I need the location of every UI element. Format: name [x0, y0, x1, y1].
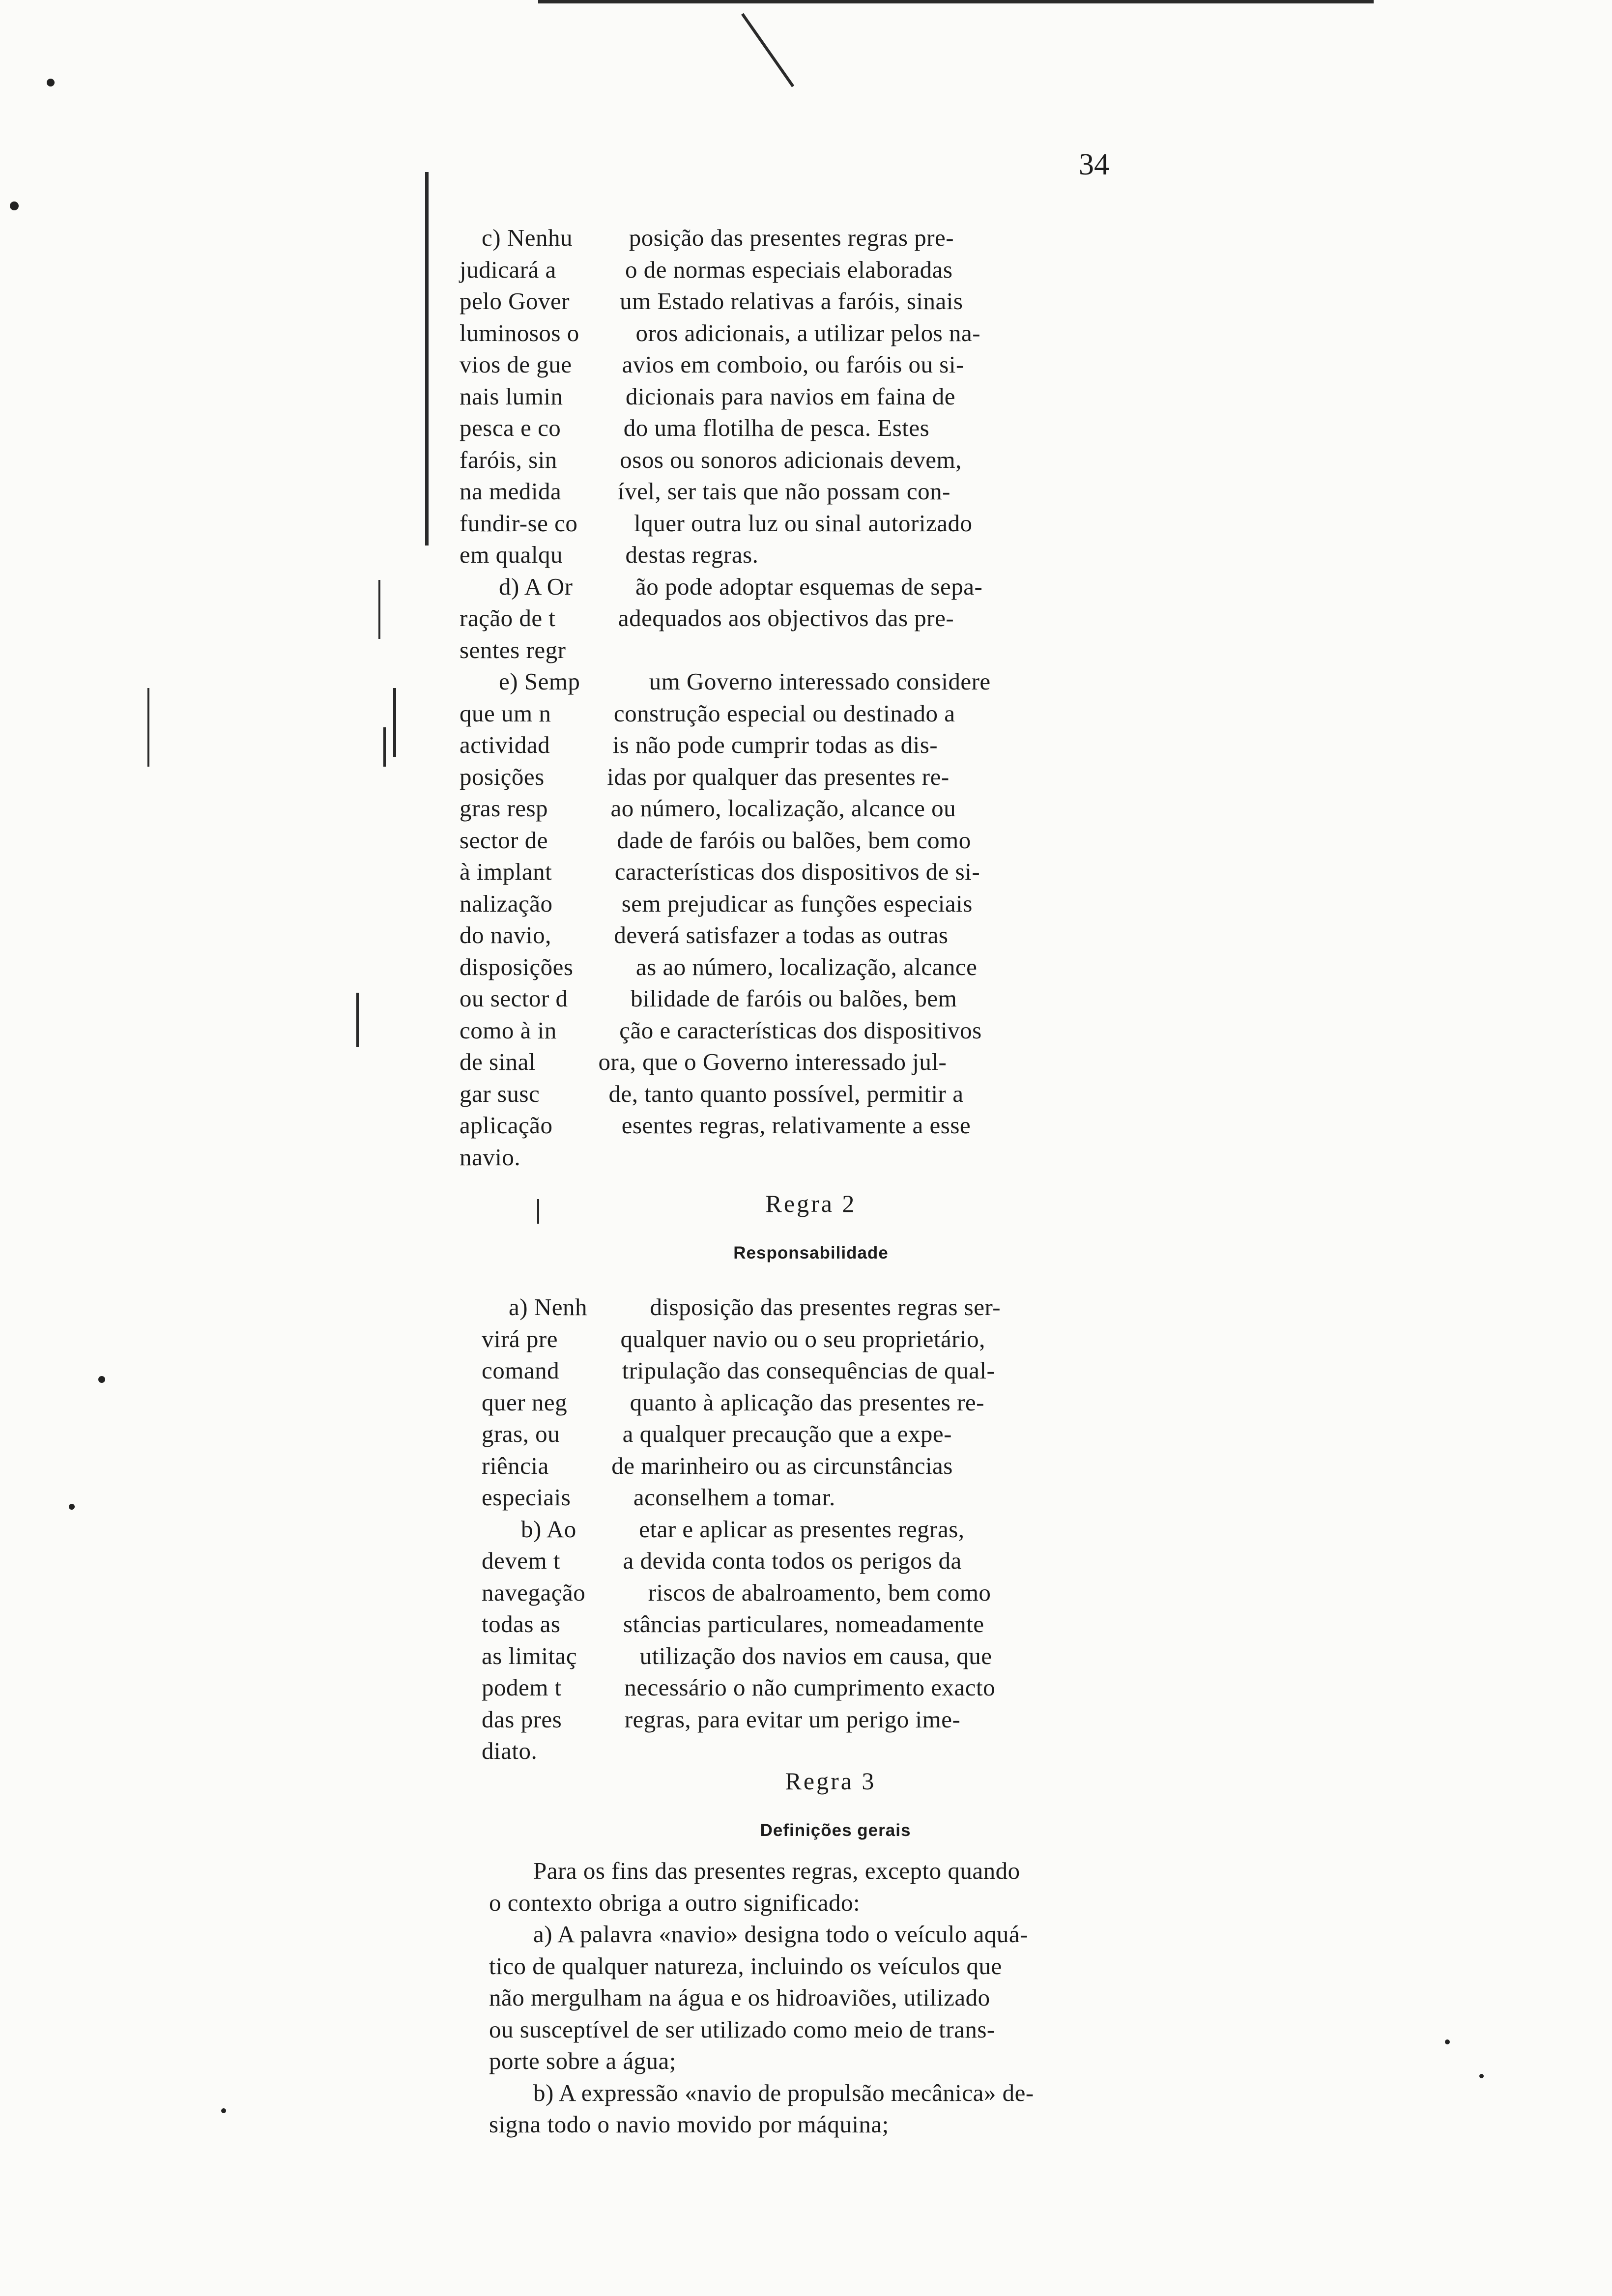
top-edge-line [538, 0, 1374, 3]
text-line: fundir-se co lquer outra luz ou sinal autorizado [460, 509, 973, 537]
margin-bar-left-3 [383, 727, 386, 767]
text-line: podem t necessário o não cumprimento exacto [482, 1674, 996, 1701]
text-line: ração de t adequados aos objectivos das pre- [460, 604, 954, 631]
margin-mark [1445, 2039, 1450, 2044]
text-line: e) Semp um Governo interessado considere [499, 668, 991, 695]
text-line: tico de qualquer natureza, incluindo os veículos que [489, 1952, 1002, 1980]
text-line: na medida ível, ser tais que não possam con- [460, 478, 950, 505]
text-line: vios de gue avios em comboio, ou faróis ou si- [460, 351, 964, 378]
rule3-title: Regra 3 [785, 1767, 876, 1795]
text-line: pesca e co do uma flotilha de pesca. Estes [460, 414, 930, 441]
text-line: aplicação esentes regras, relativamente a esse [460, 1112, 971, 1139]
margin-mark [1479, 2074, 1484, 2078]
text-line: especiais aconselhem a tomar. [482, 1484, 835, 1511]
text-line: c) Nenhu posição das presentes regras pre- [482, 224, 954, 251]
text-line: a) Nenh disposição das presentes regras ser- [509, 1293, 1001, 1320]
margin-bar-left [425, 172, 429, 545]
rule1-continuation [460, 222, 1148, 1173]
text-line: porte sobre a água; [489, 2047, 676, 2074]
text-line: gras, ou a qualquer precaução que a expe- [482, 1420, 952, 1447]
text-line: como à in ção e características dos dispositivos [460, 1016, 982, 1044]
margin-bar-left-7 [537, 1199, 539, 1224]
text-line: do navio, deverá satisfazer a todas as outras [460, 921, 949, 948]
text-line: não mergulham na água e os hidroaviões, utilizado [489, 1984, 990, 2011]
text-line: navio. [460, 1143, 521, 1171]
text-line: nais lumin dicionais para navios em faina de [460, 382, 955, 410]
text-line: disposições as ao número, localização, alcance [460, 953, 978, 980]
text-line: riência de marinheiro ou as circunstâncias [482, 1452, 953, 1479]
rule2-title: Regra 2 [765, 1190, 857, 1217]
margin-bar-left-5 [147, 688, 149, 767]
rule2-body [482, 1292, 1170, 1767]
text-line: todas as stâncias particulares, nomeadamente [482, 1610, 984, 1637]
margin-mark [221, 2108, 226, 2113]
text-line: em qualqu destas regras. [460, 541, 759, 568]
text-line: diato. [482, 1737, 538, 1764]
text-line: ou susceptível de ser utilizado como meio de trans- [489, 2015, 995, 2043]
text-line: faróis, sin osos ou sonoros adicionais devem, [460, 446, 962, 473]
text-line: navegação riscos de abalroamento, bem como [482, 1578, 991, 1606]
rule2-subtitle: Responsabilidade [733, 1243, 889, 1263]
text-line: signa todo o navio movido por máquina; [489, 2111, 889, 2138]
text-line: que um n construção especial ou destinado a [460, 699, 955, 727]
text-line: judicará a o de normas especiais elaboradas [460, 256, 953, 283]
text-line: as limitaç utilização dos navios em causa, que [482, 1642, 992, 1669]
rule3-subtitle: Definições gerais [760, 1821, 911, 1840]
text-line: b) A expressão «navio de propulsão mecânica» de- [533, 2079, 1034, 2106]
text-line: de sinal ora, que o Governo interessado jul- [460, 1048, 947, 1075]
margin-stroke [741, 13, 794, 87]
text-line: gras resp ao número, localização, alcance ou [460, 795, 956, 822]
text-line: sentes regr [460, 636, 566, 663]
margin-bar-left-6 [378, 580, 380, 639]
text-line: nalização sem prejudicar as funções especiais [460, 890, 973, 917]
text-line: o contexto obriga a outro significado: [489, 1889, 861, 1916]
text-line: comand tripulação das consequências de qual- [482, 1357, 995, 1384]
margin-mark [69, 1504, 75, 1510]
text-line: a) A palavra «navio» designa todo o veículo aquá- [533, 1921, 1028, 1948]
text-line: luminosos o oros adicionais, a utilizar pelos na- [460, 319, 981, 346]
text-line: b) Ao etar e aplicar as presentes regras, [521, 1515, 965, 1543]
text-line: posições idas por qualquer das presentes re- [460, 763, 950, 790]
text-line: sector de dade de faróis ou balões, bem como [460, 826, 971, 854]
rule3-body [489, 1855, 1192, 2141]
text-line: d) A Or ão pode adoptar esquemas de sepa- [499, 573, 983, 600]
text-line: pelo Gover um Estado relativas a faróis, sinais [460, 287, 963, 315]
margin-mark [10, 201, 19, 210]
text-line: quer neg quanto à aplicação das presentes re- [482, 1388, 984, 1416]
text-line: gar susc de, tanto quanto possível, permitir a [460, 1080, 964, 1107]
page-number: 34 [1079, 148, 1109, 181]
text-line: virá pre qualquer navio ou o seu proprietário, [482, 1325, 985, 1352]
margin-bar-left-2 [393, 688, 396, 757]
text-line: Para os fins das presentes regras, excepto quando [533, 1857, 1020, 1884]
text-line: das pres regras, para evitar um perigo ime- [482, 1705, 961, 1733]
text-line: ou sector d bilidade de faróis ou balões, bem [460, 985, 957, 1012]
text-line: actividad is não pode cumprir todas as dis- [460, 731, 938, 758]
margin-mark [47, 79, 55, 86]
margin-bar-left-4 [356, 993, 359, 1047]
text-line: à implant características dos dispositivos de si- [460, 858, 980, 885]
text-line: devem t a devida conta todos os perigos da [482, 1547, 962, 1574]
margin-mark [98, 1376, 105, 1383]
